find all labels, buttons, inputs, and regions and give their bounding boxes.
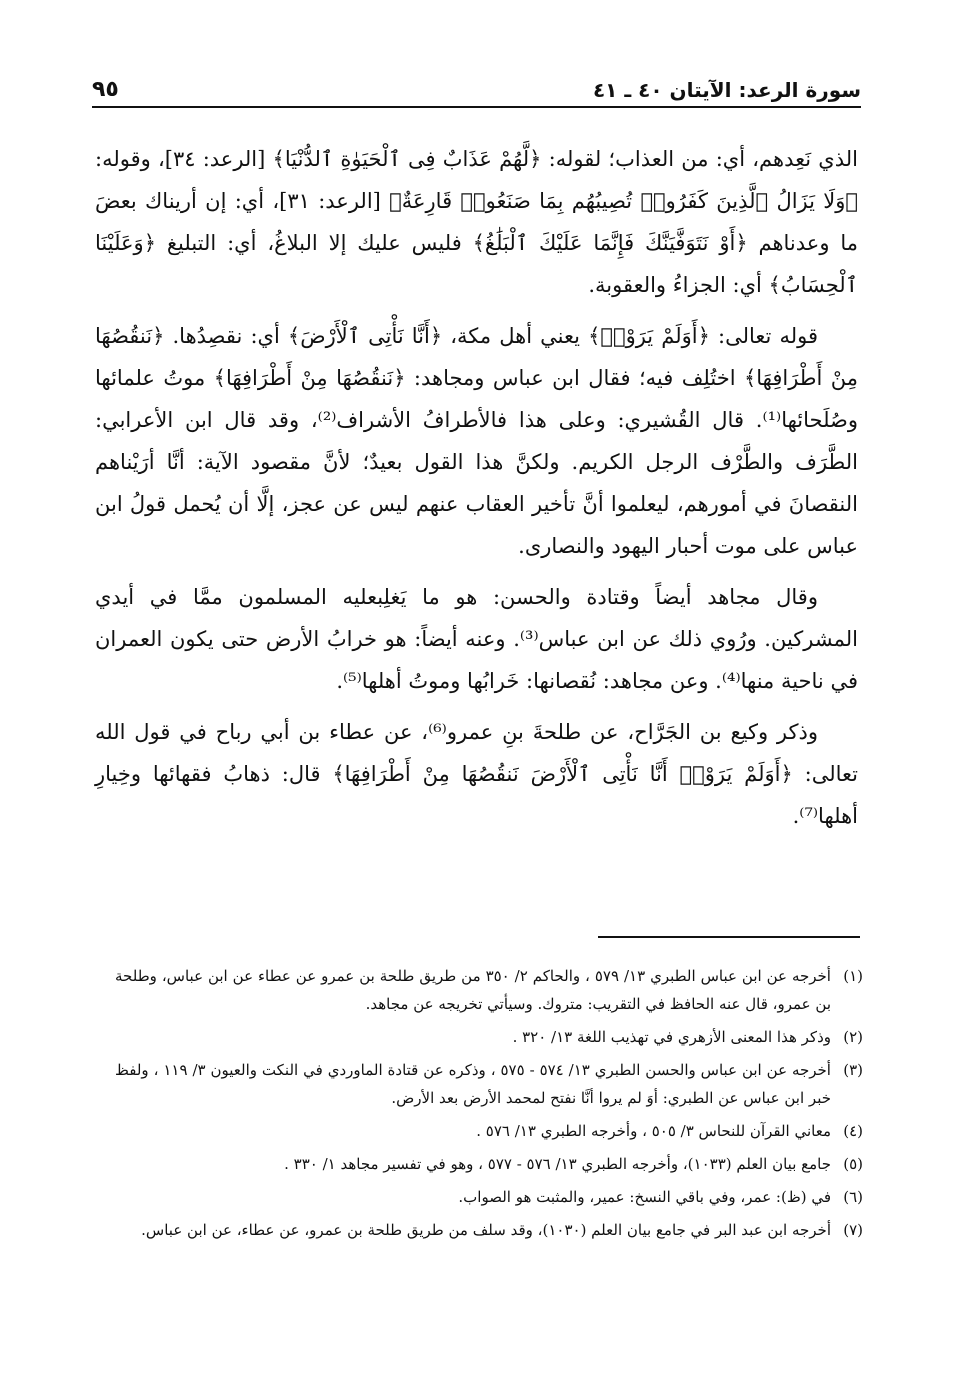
paragraph: الذي نَعِدهم، أي: من العذاب؛ لقوله: ﴿لَّهُمْ عَذَابٌ فِى ٱلْحَيَوٰةِ ٱلدُّنْيَا﴾ [الرعد: ٣٤]، وقوله: ﴿وَلَا يَزَالُ ٱلَّذِينَ كَفَرُوا۟ تُصِيبُهُم بِمَا صَنَعُوا۟ قَارِعَةٌ﴾ [الرعد: ٣١]، أي: إن أريناك بعضَ ما وعدناهم ﴿أَوْ نَتَوَفَّيَنَّكَ فَإِنَّمَا عَلَيْكَ ٱلْبَلَٰغُ﴾ فليس عليك إلا البلاغُ، أي: التبليغ ﴿وَعَلَيْنَا ٱلْحِسَابُ﴾ أي: الجزاءُ والعقوبة. [95,147,858,297]
footnote-number: (٢) [843,1028,863,1046]
main-text [95,138,858,846]
footnote-text: معاني القرآن للنحاس ٣/ ٥٠٥ ، وأخرجه الطبري ١٣/ ٥٧٦ . [476,1122,831,1140]
footnote-number: (٦) [843,1188,863,1206]
footnote [115,962,863,1018]
footnote [115,1150,863,1178]
footnote-text: في (ظ): عمر، وفي باقي النسخ: عمير، والمثبت هو الصواب. [458,1188,831,1206]
footnote-number: (٥) [843,1155,863,1173]
footnotes [115,962,863,1249]
footnote-number: (١) [843,967,863,985]
footnote-text: وذكر هذا المعنى الأزهري في تهذيب اللغة ١٣/ ٣٢٠ . [512,1028,831,1046]
footnote-text: جامع بيان العلم (١٠٣٣)، وأخرجه الطبري ١٣/ ٥٧٦ - ٥٧٧ ، وهو في تفسير مجاهد ١/ ٣٣٠ . [284,1155,831,1173]
page-header [92,62,861,102]
paragraph: قوله تعالى: ﴿أَوَلَمْ يَرَوْا۟﴾ يعني أهل مكة، ﴿أَنَّا نَأْتِى ٱلْأَرْضَ﴾ أي: نقصِدُها. ﴿نَنقُصُهَا مِنْ أَطْرَافِهَا﴾ اختُلِف فيه؛ فقال ابن عباس ومجاهد: ﴿نَنقُصُهَا مِنْ أَطْرَافِهَا﴾ موتُ علمائها وصُلَحائها⁽¹⁾. قال القُشيري: وعلى هذا فالأطرافُ الأشراف⁽²⁾، وقد قال ابن الأعرابي: الطَّرَف والطَّرْف الرجل الكريم. ولكنَّ هذا القول بعيدٌ؛ لأنَّ مقصود الآية: أنَّا أرَيْناهم النقصانَ في أمورهم، ليعلموا أنَّ تأخير العقاب عنهم ليس عن عجز، إلَّا أن يُحمل قولُ ابن عباس على موت أحبار اليهود والنصارى. [95,324,858,558]
footnote [115,1117,863,1145]
footnote-divider [598,936,860,938]
footnote-text: أخرجه ابن عبد البر في جامع بيان العلم (١٠٣٠)، وقد سلف من طريق طلحة بن عمرو، عن عطاء، عن ابن عباس. [141,1221,831,1239]
footnote [115,1183,863,1211]
footnote [115,1056,863,1112]
header-divider [92,106,861,108]
running-title: سورة الرعد: الآيتان ٤٠ ـ ٤١ [592,78,861,102]
paragraph: وقال مجاهد أيضاً وقتادة والحسن: هو ما يَغلِبعليه المسلمون ممَّا في أيدي المشركين. ورُوي ذلك عن ابن عباس⁽³⁾. وعنه أيضاً: هو خرابُ الأرض حتى يكون العمران في ناحية منها⁽⁴⁾. وعن مجاهد: نُقصانها: خَرابُها وموتُ أهلها⁽⁵⁾. [95,585,858,693]
footnote-text: أخرجه عن ابن عباس الطبري ١٣/ ٥٧٩ ، والحاكم ٢/ ٣٥٠ من طريق طلحة بن عمرو عن عطاء عن ابن عباس، وطلحة بن عمرو، قال عنه الحافظ في التقريب: متروك. وسيأتي تخريجه عن مجاهد. [115,967,831,1013]
footnote-number: (٧) [843,1221,863,1239]
paragraph: وذكر وكيع بن الجَرَّاح، عن طلحةَ بنِ عمرو⁽⁶⁾، عن عطاء بن أبي رباح في قول الله تعالى: ﴿أَوَلَمْ يَرَوْا۟ أَنَّا نَأْتِى ٱلْأَرْضَ نَنقُصُهَا مِنْ أَطْرَافِهَا﴾ قال: ذهابُ فقهائها وخِيارِ أهلها⁽⁷⁾. [95,720,858,828]
footnote-number: (٤) [843,1122,863,1140]
footnote [115,1216,863,1244]
footnote-number: (٣) [843,1061,863,1079]
page-number: ٩٥ [92,77,119,102]
footnote [115,1023,863,1051]
footnote-text: أخرجه عن ابن عباس والحسن الطبري ١٣/ ٥٧٤ - ٥٧٥ ، وذكره عن قتادة الماوردي في النكت والعيون ٣/ ١١٩ ، ولفظ خبر ابن عباس عن الطبري: أوَ لم يروا أنَّا نفتح لمحمد الأرض بعد الأرض. [115,1061,831,1107]
